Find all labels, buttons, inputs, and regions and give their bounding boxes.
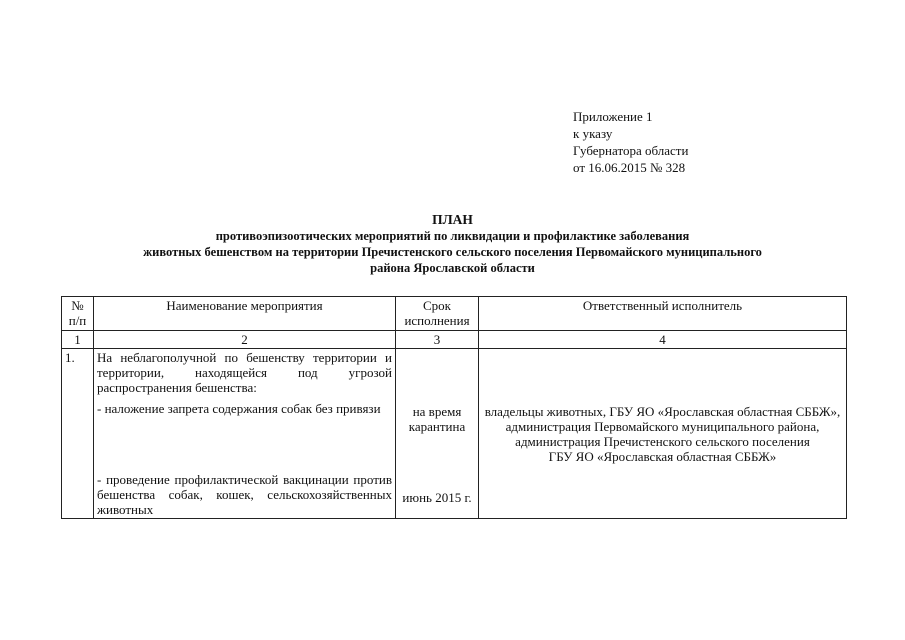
header-responsible: Ответственный исполнитель xyxy=(479,297,847,331)
measure-term: июнь 2015 г. xyxy=(402,490,472,505)
measure-text: - проведение профилактической вакцинации против бешенства собак, кошек, сельскохозяйственных животных xyxy=(97,472,392,517)
plan-table xyxy=(61,296,847,519)
measure-responsible: ГБУ ЯО «Ярославская областная СББЖ» xyxy=(548,449,777,464)
document-title xyxy=(40,211,865,276)
column-number: 4 xyxy=(479,331,847,349)
row-intro-text: На неблагополучной по бешенству территории и территории, находящейся под угрозой распространения бешенства: xyxy=(97,350,392,395)
title-line-3: района Ярославской области xyxy=(370,261,535,275)
appendix-line-1: Приложение 1 xyxy=(573,109,653,124)
appendix-block xyxy=(573,108,688,176)
header-num: № п/п xyxy=(62,297,94,331)
header-term: Срок исполнения xyxy=(396,297,479,331)
title-main: ПЛАН xyxy=(432,212,473,227)
column-number: 1 xyxy=(62,331,94,349)
column-number: 2 xyxy=(94,331,396,349)
measure-responsible: владельцы животных, ГБУ ЯО «Ярославская областная СББЖ», администрация Первомайского муниципального района, администрация Пречистенского сельского поселения xyxy=(484,404,841,449)
appendix-line-4: от 16.06.2015 № 328 xyxy=(573,160,686,175)
row-number: 1. xyxy=(62,349,94,519)
title-line-2: животных бешенством на территории Пречистенского сельского поселения Первомайского муниципального xyxy=(143,245,762,259)
table-row xyxy=(62,349,847,519)
row-measures-cell xyxy=(94,349,396,519)
measure-text: - наложение запрета содержания собак без привязи xyxy=(97,401,381,416)
table-header-row xyxy=(62,297,847,331)
row-responsible-cell xyxy=(479,349,847,519)
appendix-line-2: к указу xyxy=(573,126,613,141)
column-number: 3 xyxy=(396,331,479,349)
appendix-line-3: Губернатора области xyxy=(573,143,689,158)
header-name: Наименование мероприятия xyxy=(94,297,396,331)
row-term-cell xyxy=(396,349,479,519)
title-line-1: противоэпизоотических мероприятий по ликвидации и профилактике заболевания xyxy=(215,229,690,243)
column-number-row xyxy=(62,331,847,349)
measure-term: на время карантина xyxy=(408,404,466,434)
